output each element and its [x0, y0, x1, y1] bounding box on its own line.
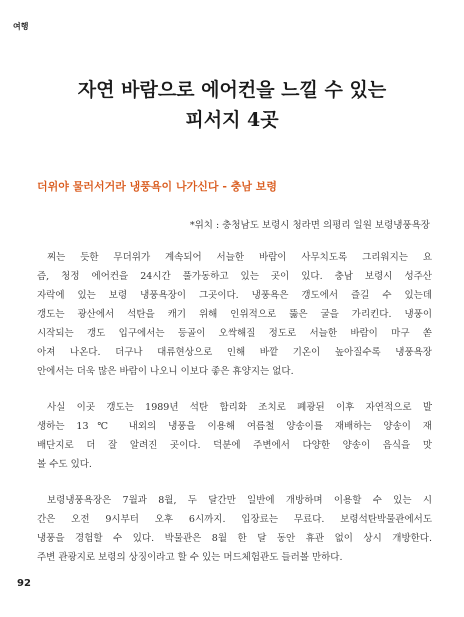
- section-label: 여행: [13, 22, 29, 31]
- text-line: 주변 관광지로 보령의 상징이라고 할 수 있는 머드체험관도 들러볼 만하다.: [37, 552, 343, 563]
- text-line: 볼 수도 있다.: [37, 459, 92, 470]
- text-line: 아져 나온다. 더구나 대류현상으로 인해 바깥 기온이 높아질수록 냉풍욕장: [37, 347, 432, 358]
- location-note: *위치 : 충청남도 보령시 청라면 의평리 일원 보령냉풍욕장: [189, 220, 430, 231]
- article-body: [37, 248, 432, 584]
- title-line: 자연 바람으로 에어컨을 느낄 수 있는: [77, 79, 387, 101]
- text-line: 냉풍을 경험할 수 있다. 박물관은 8월 한 달 동안 휴관 없이 상시 개방한다.: [37, 533, 432, 544]
- text-line: 안에서는 더욱 많은 바람이 나오니 이보다 좋은 휴양지는 없다.: [37, 366, 294, 377]
- paragraph: [37, 248, 432, 381]
- text-line: 배단지로 더 잘 알려진 곳이다. 덕분에 주변에서 다양한 양송이 음식을 맛: [37, 440, 432, 451]
- text-line: 즘, 청정 에어컨을 24시간 풀가동하고 있는 곳이 있다. 충남 보령시 성주산: [37, 271, 432, 282]
- page-number: 92: [17, 578, 31, 589]
- article-title: [0, 75, 464, 135]
- text-line: 사실 이곳 갱도는 1989년 석탄 합리화 조치로 폐광된 이후 자연적으로 발: [47, 402, 432, 413]
- text-line: 찌는 듯한 무더위가 계속되어 서늘한 바람이 사무치도록 그리워지는 요: [47, 252, 432, 263]
- paragraph: [37, 398, 432, 474]
- text-line: 생하는 13℃ 내외의 냉풍을 이용해 여름철 양송이를 재배하는 양송이 재: [37, 421, 432, 432]
- text-line: 자락에 있는 보령 냉풍욕장이 그곳이다. 냉풍욕은 갱도에서 즐길 수 있는데: [37, 290, 432, 301]
- article-subtitle: 더위야 물러서거라 냉풍욕이 나가신다 - 충남 보령: [37, 180, 278, 193]
- title-line: 피서지 4곳: [185, 109, 279, 131]
- text-line: 보령냉풍욕장은 7월과 8월, 두 달간만 일반에 개방하며 이용할 수 있는 시: [47, 495, 432, 506]
- text-line: 갱도는 광산에서 석탄을 캐기 위해 인위적으로 뚫은 굴을 가리킨다. 냉풍이: [37, 309, 432, 320]
- text-line: 시작되는 갱도 입구에서는 등골이 오싹해질 정도로 서늘한 바람이 마구 쏟: [37, 328, 432, 339]
- paragraph: [37, 491, 432, 567]
- text-line: 간은 오전 9시부터 오후 6시까지. 입장료는 무료다. 보령석탄박물관에서도: [37, 514, 432, 525]
